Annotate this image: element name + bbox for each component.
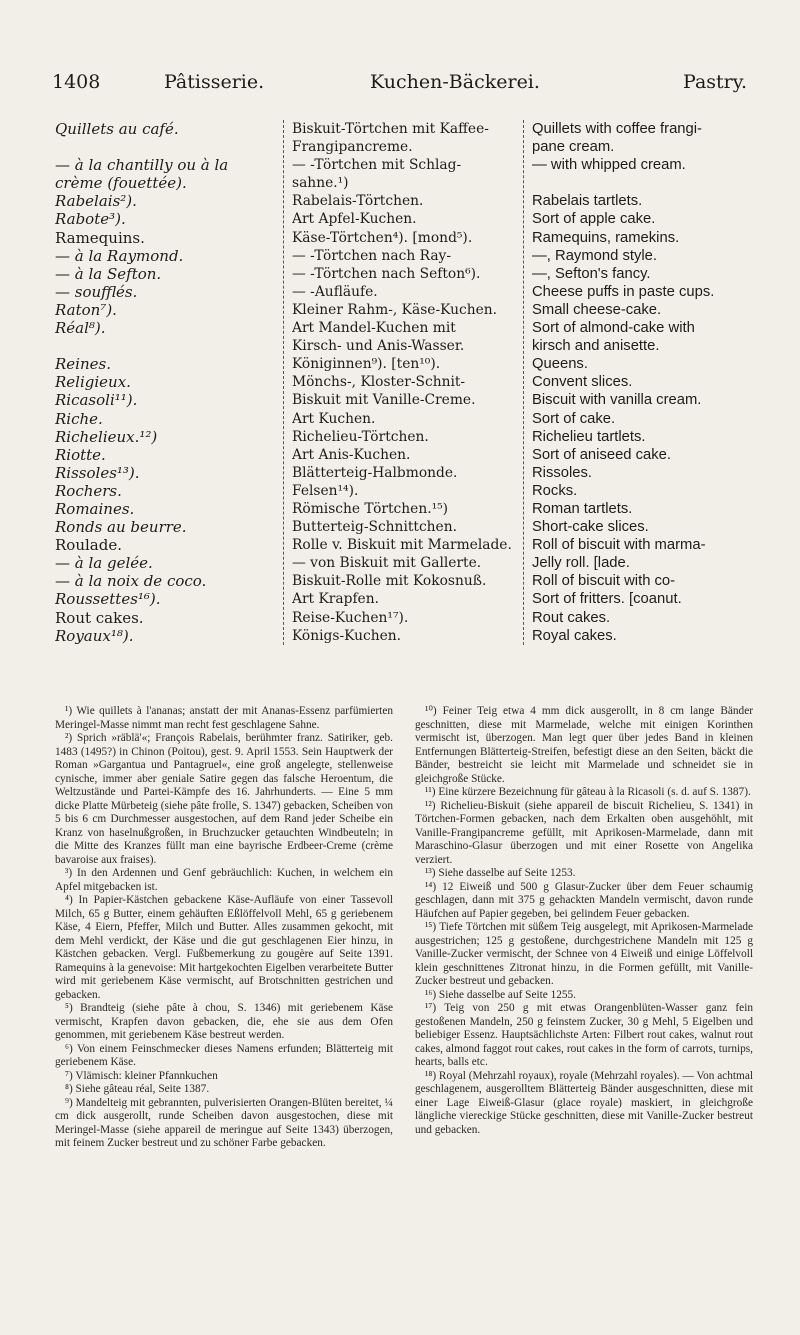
footnote: ⁵) Brandteig (siehe pâte à chou, S. 1346) mit geriebenem Käse vermischt, Krapfen davon gebacken, die, ehe sie aus dem Ofen genommen, mit geriebenem Käse bestreut werden. xyxy=(55,1002,393,1041)
french-term: Riotte. xyxy=(55,445,106,464)
english-term: Roll of biscuit with marma- xyxy=(532,537,706,554)
english-term: Royal cakes. xyxy=(532,627,617,644)
footnote: ⁴) In Papier-Kästchen gebackene Käse-Aufläufe von einer Tassevoll Milch, 65 g Butter, einem gehäuften Eßlöffelvoll Mehl, 65 g geriebenem Käse, 4 Eiern, Pfeffer, Milch und Butter. Alles zusammen gekocht, mit dem Mehl verdickt, der Käse und die gut geschlagenen Eier hinzu, in Kästchen gebacken. Vergl. Fußbemerkung zu gougère auf Seite 1391. Ramequins à la genevoise: Mit hartgekochten Eigelben verarbeitete Butter wird mit geriebenem Käse vermischt, auf Brotschnitten gestrichen und gebacken. xyxy=(55,894,393,1001)
english-term: pane cream. xyxy=(532,139,615,156)
german-term: Königinnen⁹). [ten¹⁰). xyxy=(292,356,441,373)
german-term: — -Törtchen nach Ray- xyxy=(292,247,452,264)
french-term: — à la noix de coco. xyxy=(55,572,207,591)
french-section-title: Pâtisserie. xyxy=(164,71,265,93)
french-term xyxy=(55,138,280,156)
glossary-columns xyxy=(55,120,755,695)
page-header xyxy=(52,70,747,94)
french-term: — à la Sefton. xyxy=(55,264,162,283)
footnotes xyxy=(55,705,755,1325)
german-term: Käse-Törtchen⁴). [mond⁵). xyxy=(292,229,473,246)
footnote: ¹⁶) Siehe dasselbe auf Seite 1255. xyxy=(425,988,577,1001)
french-term: Romaines. xyxy=(55,499,135,518)
english-term: Sort of apple cake. xyxy=(532,211,656,228)
german-term: Mönchs-, Kloster-Schnit- xyxy=(292,374,466,391)
footnote: ¹⁰) Feiner Teig etwa 4 mm dick ausgerollt, in 8 cm lange Bänder geschnitten, diese mit Marmelade, welche mit einigen Korinthen vermischt ist, überzogen. Man legt quer über jedes Band in kleinen Entfernungen Blätterteig-Streifen, befestigt diese an den Seiten, bäckt die Bänder, bestreicht sie leicht mit Marmelade und schneidet sie in gleichgroße Stücke. xyxy=(415,705,753,785)
english-term: Sort of fritters. [coanut. xyxy=(532,591,682,608)
footnotes-right-column xyxy=(415,705,753,1137)
german-term: Frangipancreme. xyxy=(292,139,413,156)
french-term: Roussettes¹⁶). xyxy=(55,590,161,609)
french-term: Quillets au café. xyxy=(55,120,179,138)
english-column xyxy=(523,120,764,645)
german-term: Römische Törtchen.¹⁵) xyxy=(292,500,449,517)
french-term: Royaux¹⁸). xyxy=(55,626,134,645)
german-term: Art Kuchen. xyxy=(292,410,376,427)
footnote: ⁸) Siehe gâteau réal, Seite 1387. xyxy=(65,1083,210,1095)
english-term: Small cheese-cake. xyxy=(532,301,662,318)
german-column xyxy=(283,120,524,645)
page-number: 1408 xyxy=(52,71,101,93)
german-term: Blätterteig-Halbmonde. xyxy=(292,464,458,481)
english-section-title: Pastry. xyxy=(683,71,747,93)
footnotes-left-column xyxy=(55,705,393,1151)
french-term: — à la gelée. xyxy=(55,554,153,573)
french-term xyxy=(55,337,280,355)
english-term: Rocks. xyxy=(532,482,578,499)
english-term: Biscuit with vanilla cream. xyxy=(532,392,702,409)
german-term: Königs-Kuchen. xyxy=(292,627,402,644)
german-term: Art Apfel-Kuchen. xyxy=(292,211,417,228)
footnote: ¹³) Siehe dasselbe auf Seite 1253. xyxy=(425,867,576,879)
english-term: Rissoles. xyxy=(532,464,593,481)
english-term: Roman tartlets. xyxy=(532,500,633,517)
french-term: crème (fouettée). xyxy=(55,174,187,193)
footnote: ⁷) Vlämisch: kleiner Pfannkuchen xyxy=(65,1069,218,1082)
german-term: Biskuit mit Vanille-Creme. xyxy=(292,392,476,409)
english-term: Short-cake slices. xyxy=(532,519,649,536)
german-term: sahne.¹) xyxy=(292,175,349,192)
french-term: — à la chantilly ou à la xyxy=(55,156,229,175)
french-term: — à la Raymond. xyxy=(55,246,184,265)
english-term: Quillets with coffee frangi- xyxy=(532,121,702,137)
french-term: Ronds au beurre. xyxy=(55,518,187,537)
english-term: Cheese puffs in paste cups. xyxy=(532,283,715,300)
english-term: Convent slices. xyxy=(532,374,633,391)
footnote: ¹⁸) Royal (Mehrzahl royaux), royale (Mehrzahl royales). — Von achtmal geschlagenem, ausgerolltem Blätterteig Bänder ausgeschnitten, diese mit einer Lage Eiweiß-Glasur (glace royale) maskiert, in gleichgroße längliche viereckige Stücke geschnitten, diese mit Vanille-Zucker bestreut und gebacken. xyxy=(415,1069,753,1136)
english-term: Sort of cake. xyxy=(532,410,616,427)
french-term: Rout cakes. xyxy=(55,608,144,627)
english-term: Sort of almond-cake with xyxy=(532,320,695,337)
german-term: — -Törtchen mit Schlag- xyxy=(292,157,462,174)
footnote: ¹²) Richelieu-Biskuit (siehe appareil de biscuit Richelieu, S. 1341) in Törtchen-Formen gebacken, nach dem Erkalten oben ausgehöhlt, mit Vanille-Frangipancreme gefüllt, mit Aprikosen-Marmelade, dann mit Maraschino-Glasur überzogen und mit einer Rosette von Angelika verziert. xyxy=(415,799,753,866)
french-term: Raton⁷). xyxy=(55,300,117,319)
german-term: Felsen¹⁴). xyxy=(292,482,359,499)
french-term: Ricasoli¹¹). xyxy=(55,391,138,410)
footnote: ¹⁴) 12 Eiweiß und 500 g Glasur-Zucker über dem Feuer schaumig geschlagen, dann mit 375 g gehackten Mandeln vermischt, davon runde Häufchen auf Papier gegeben, bei gelindem Feuer gebacken. xyxy=(415,880,753,920)
german-term: — -Aufläufe. xyxy=(292,283,378,300)
english-term xyxy=(532,174,764,192)
german-term: Kleiner Rahm-, Käse-Kuchen. xyxy=(292,301,498,318)
german-term: Kirsch- und Anis-Wasser. xyxy=(292,338,465,355)
english-term: —, Raymond style. xyxy=(532,247,657,264)
german-term: Biskuit-Rolle mit Kokosnuß. xyxy=(292,573,487,590)
footnote: ⁹) Mandelteig mit gebrannten, pulverisierten Orangen-Blüten bereitet, ¼ cm dick ausgerollt, runde Scheiben davon ausgestochen, diese mit Meringel-Masse (siehe appareil de meringue auf Seite 1343) überzogen, mit feinem Zucker bestreut und zu schöner Farbe gebacken. xyxy=(55,1096,393,1149)
french-term: Roulade. xyxy=(55,536,122,555)
german-term: — -Törtchen nach Sefton⁶). xyxy=(292,265,481,282)
french-term: Reines. xyxy=(55,355,111,374)
french-term: Rabelais²). xyxy=(55,192,137,211)
german-term: Art Anis-Kuchen. xyxy=(292,446,411,463)
english-term: Rabelais tartlets. xyxy=(532,193,643,210)
footnote: ¹⁵) Tiefe Törtchen mit süßem Teig ausgelegt, mit Aprikosen-Marmelade ausgestrichen; 125 g gestoßene, durchgestrichene Mandeln mit 125 g Vanille-Zucker vermischt, der Schnee von 4 Eiweiß und einige Löffelvoll klein geschnittenes Zitronat hinzu, in die Formen gefüllt, mit Vanille-Zucker bestreut und gebacken. xyxy=(415,921,753,987)
french-term: Réal⁸). xyxy=(55,319,106,338)
footnote: ²) Sprich »räblä'«; François Rabelais, berühmter franz. Satiriker, geb. 1483 (1495?) in Chinon (Poitou), gest. 9. April 1553. Sein Hauptwerk der Roman »Gargantua und Pantagruel«, eine groß angelegte, stellenweise cynische, immer aber geniale Satire gegen das falsche Heroentum, die Weltzustände und Partei-Kämpfe des 16. Jahrhunderts. — Eine 5 mm dicke Platte Mürbeteig (siehe pâte frolle, S. 1347) gebacken, Scheiben von 5 bis 6 cm Durchmesser ausgestochen, auf dem Rand jeder Scheibe ein Kranz von haselnußgroßen, in Bruchzucker getauchten Windbeuteln; in die Mitte des Kranzes füllt man eine bayrische Erdbeer-Creme (crème bavaroise aux fraises). xyxy=(55,732,393,866)
french-term: — soufflés. xyxy=(55,282,138,301)
french-term: Religieux. xyxy=(55,373,131,392)
german-term: Butterteig-Schnittchen. xyxy=(292,519,457,536)
german-section-title: Kuchen-Bäckerei. xyxy=(370,71,540,93)
french-term: Ramequins. xyxy=(55,228,145,247)
french-term: Richelieux.¹²) xyxy=(55,427,158,446)
german-term: Rolle v. Biskuit mit Marmelade. xyxy=(292,537,512,554)
footnote: ¹) Wie quillets à l'ananas; anstatt der mit Ananas-Essenz parfümierten Meringel-Masse nimmt man recht fest geschlagene Sahne. xyxy=(55,705,393,731)
german-term: Richelieu-Törtchen. xyxy=(292,428,429,445)
english-term: Queens. xyxy=(532,356,588,373)
footnote: ³) In den Ardennen und Genf gebräuchlich: Kuchen, in welchem ein Apfel mitgebacken ist. xyxy=(55,867,393,893)
english-term: Richelieu tartlets. xyxy=(532,428,646,445)
footnote: ¹¹) Eine kürzere Bezeichnung für gâteau à la Ricasoli (s. d. auf S. 1387). xyxy=(425,786,751,798)
german-term: Art Mandel-Kuchen mit xyxy=(292,320,456,337)
german-term: Rabelais-Törtchen. xyxy=(292,193,424,210)
footnote: ¹⁷) Teig von 250 g mit etwas Orangenblüten-Wasser ganz fein gestoßenen Mandeln, 250 g feinstem Zucker, 30 g Mehl, 5 Eigelben und beliebiger Essenz. Hauptsächlichste Arten: Filbert rout cakes, walnut rout cakes, almond faggot rout cakes, rout cakes in the form of carrots, turnips, hearts, balls etc. xyxy=(415,1002,753,1068)
english-term: Sort of aniseed cake. xyxy=(532,446,672,463)
english-term: Ramequins, ramekins. xyxy=(532,229,680,246)
english-term: Roll of biscuit with co- xyxy=(532,573,676,590)
english-term: Jelly roll. [lade. xyxy=(532,555,630,572)
french-column xyxy=(55,120,280,645)
german-term: Art Krapfen. xyxy=(292,591,379,608)
french-term: Riche. xyxy=(55,409,103,428)
english-term: —, Sefton's fancy. xyxy=(532,265,651,282)
footnote: ⁶) Von einem Feinschmecker dieses Namens erfunden; Blätterteig mit geriebenem Käse. xyxy=(55,1042,393,1068)
english-term: Rout cakes. xyxy=(532,609,611,626)
english-term: kirsch and anisette. xyxy=(532,338,660,355)
german-term: Biskuit-Törtchen mit Kaffee- xyxy=(292,121,489,137)
french-term: Rabote³). xyxy=(55,210,126,229)
german-term: — von Biskuit mit Gallerte. xyxy=(292,555,482,572)
german-term: Reise-Kuchen¹⁷). xyxy=(292,609,409,626)
english-term: — with whipped cream. xyxy=(532,157,686,174)
french-term: Rochers. xyxy=(55,481,122,500)
french-term: Rissoles¹³). xyxy=(55,463,140,482)
